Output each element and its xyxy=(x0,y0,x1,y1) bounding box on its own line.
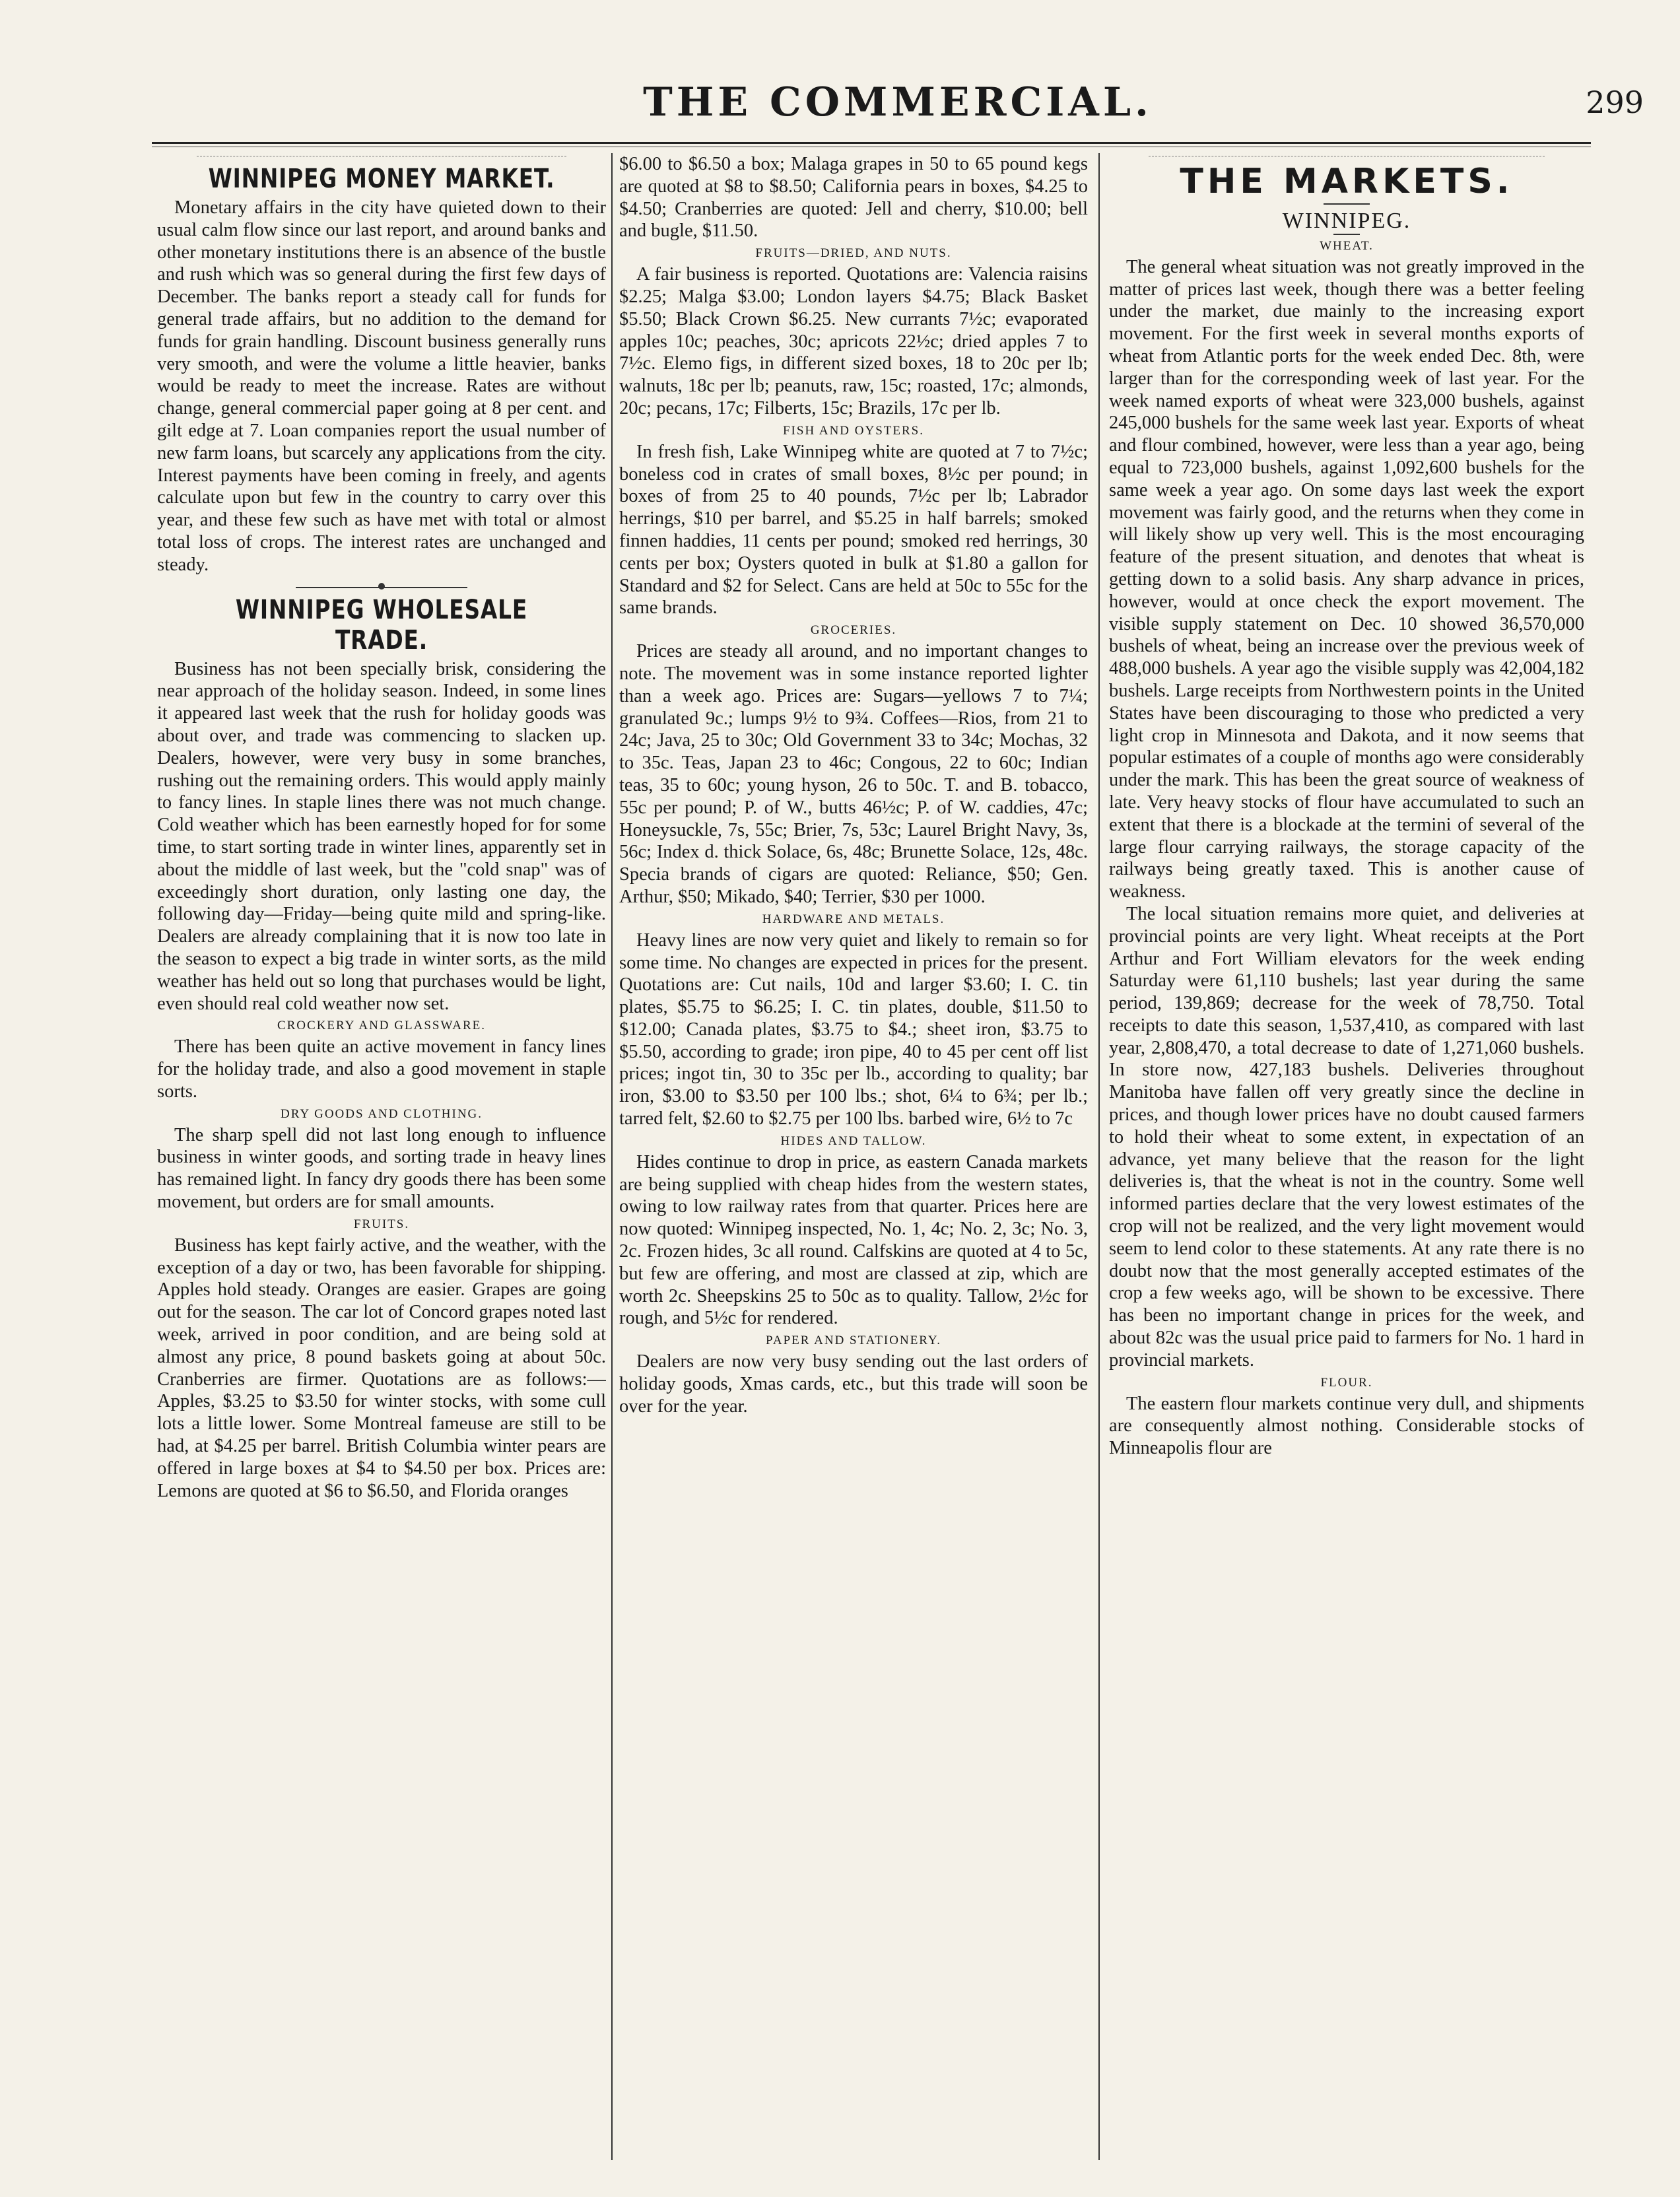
top-ornament xyxy=(157,153,606,160)
article-dry-goods: The sharp spell did not last long enough to influence business in winter goods, and sorting trade in heavy lines has remained light. In fancy dry goods there has been some movement, but orders are for small amounts. xyxy=(157,1124,606,1213)
subheading-dry-goods: DRY GOODS AND CLOTHING. xyxy=(280,1106,483,1121)
column-divider xyxy=(611,153,613,2160)
subheading-fish: FISH AND OYSTERS. xyxy=(782,423,924,438)
article-hides: Hides continue to drop in price, as eastern Canada markets are being supplied with cheap hides from the western states, owing to low railway rates from that quarter. Prices here are now quoted: Winnipeg inspected, No. 1, 4c; No. 2, 3c; No. 3, 2c. Frozen hides, 3c all round. Calfskins are quoted at 4 to 5c, but few are offering, and most are classed at zip, which are worth 2c. Sheepskins 25 to 50c as to quality. Tallow, 2½c for rough, and 5½c for rendered. xyxy=(619,1151,1088,1329)
column-3 xyxy=(1109,153,1584,2160)
article-groceries: Prices are steady all around, and no important changes to note. The movement was in some instance reported lighter than a week ago. Prices are: Sugars—yellows 7 to 7¼; granulated 9c.; lumps 9½ to 9¾. Coffees—Rios, from 21 to 24c; Java, 25 to 30c; Old Government 33 to 34c; Mochas, 32 to 35c. Teas, Japan 23 to 46c; Congous, 22 to 60c; Indian teas, 35 to 60c; young hyson, 26 to 50c. T. and B. tobacco, 55c per pound; P. of W., butts 46½c; P. of W. caddies, 47c; Honeysuckle, 7s, 55c; Brier, 7s, 53c; Laurel Bright Navy, 3s, 56c; Index d. thick Solace, 6s, 48c; Brunette Solace, 12s, 48c. Specia brands of cigars are quoted: Reliance, $50; Gen. Arthur, $50; Mikado, $40; Terrier, $30 per 1000. xyxy=(619,641,1088,907)
heading-wholesale-trade: WINNIPEG WHOLESALE TRADE. xyxy=(235,594,528,656)
column-2 xyxy=(619,153,1088,2160)
subheading-groceries: GROCERIES. xyxy=(810,623,897,638)
subheading-dried-fruits: FRUITS—DRIED, AND NUTS. xyxy=(755,246,952,261)
article-wholesale-trade: Business has not been specially brisk, considering the near approach of the holiday season. Indeed, in some lines it appeared last week that the rush for holiday goods was about over, and trade was commencing to slacken up. Dealers, however, were very busy in some branches, rushing out the remaining orders. This would apply mainly to fancy lines. In staple lines there was not much change. Cold weather which has been earnestly hoped for for some time, to start sorting trade in winter lines, apparently set in about the middle of last week, but the "cold snap" was of exceedingly short duration, only lasting one day, the following day—Friday—being quite mild and spring-like. Dealers are already complaining that it is now too late in the season to expect a big trade in winter sorts, as the mild weather has held out so long that purchases would be light, even should real cold weather now set. xyxy=(157,658,606,1014)
top-ornament xyxy=(1109,153,1584,160)
column-1 xyxy=(157,153,606,2160)
heading-rule xyxy=(1324,203,1370,205)
subheading-paper: PAPER AND STATIONERY. xyxy=(766,1334,941,1348)
section-ornament xyxy=(157,583,606,591)
newspaper-title: THE COMMERCIAL. xyxy=(643,79,1153,125)
article-flour: The eastern flour markets continue very dull, and shipments are consequently almost nothing. Considerable stocks of Minneapolis flour are xyxy=(1109,1393,1584,1459)
heading-money-market: WINNIPEG MONEY MARKET. xyxy=(208,164,555,194)
heading-rule xyxy=(1333,234,1360,235)
article-fruits: Business has kept fairly active, and the weather, with the exception of a day or two, has been favorable for shipping. Apples hold steady. Oranges are easier. Grapes are going out for the season. The car lot of Concord grapes noted last week, arrived in poor condition, and are being sold at almost any price, 8 pound baskets going at about 50c. Cranberries are firmer. Quotations are as follows:—Apples, $3.25 to $3.50 for winter stocks, with some cull lots a little lower. Some Montreal fameuse are still to be had, at $4.25 per barrel. British Columbia winter pears are offered in large boxes at $4 to $4.50 per box. Prices are: Lemons are quoted at $6 to $6.50, and Florida oranges xyxy=(157,1234,606,1501)
column-divider xyxy=(1098,153,1100,2160)
article-dried-fruits: A fair business is reported. Quotations are: Valencia raisins $2.25; Malga $3.00; London layers $4.75; Black Basket $5.50; Black Crown $6.25. New currants 7½c; evaporated apples 10c; peaches, 30c; apricots 22½c; dried apples 7 to 7½c. Elemo figs, in different sized boxes, 18 to 20c per lb; walnuts, 18c per lb; peanuts, raw, 15c; roasted, 17c; almonds, 20c; pecans, 17c; Filberts, 15c; Brazils, 17c per lb. xyxy=(619,264,1088,419)
subheading-wheat: WHEAT. xyxy=(1320,238,1374,253)
article-wheat-local: The local situation remains more quiet, and deliveries at provincial points are very light. Wheat receipts at the Port Arthur and Fort William elevators for the week ending Saturday were 61,110 bushels; last year during the same period, 139,869; decrease for the week of 78,750. Total receipts to date this season, 1,537,410, as compared with last year, 2,808,470, a total decrease to date of 1,271,060 bushels. In store now, 427,183 bushels. Deliveries throughout Manitoba have fallen off very greatly since the decline in prices, and though lower prices have no doubt caused farmers to hold their wheat to some extent, in expectation of an advance, yet many believe that the reason for the light deliveries is, that the wheat is not in the country. Some well informed parties declare that the very lowest estimates of the crop will not be realized, and the very light movement would seem to lend color to these statements. At any rate there is no doubt now that the most generally accepted estimates of the crop a few weeks ago, will be shown to be excessive. There has been no important change in prices for the week, and about 82c was the usual price paid to farmers for No. 1 hard in provincial markets. xyxy=(1109,903,1584,1370)
subheading-crockery: CROCKERY AND GLASSWARE. xyxy=(277,1019,487,1033)
subheading-fruits: FRUITS. xyxy=(353,1217,410,1231)
article-hardware: Heavy lines are now very quiet and likely to remain so for some time. No changes are expected in prices for the present. Quotations are: Cut nails, 10d and larger $3.60; I. C. tin plates, $5.75 to $6.25; I. C. tin plates, double, $11.50 to $12.00; Canada plates, $3.75 to $4.; sheet iron, $3.75 to $5.50, according to grade; iron pipe, 40 to 45 per cent off list prices; ingot tin, 30 to 35c per lb., according to quality; bar iron, $3.00 to $3.50 per 100 lbs.; shot, 6¼ to 6¾; per lb.; tarred felt, $2.60 to $2.75 per 100 lbs. barbed wire, 6½ to 7c xyxy=(619,930,1088,1130)
subheading-hides: HIDES AND TALLOW. xyxy=(780,1133,927,1148)
article-money-market: Monetary affairs in the city have quieted down to their usual calm flow since our last report, and around banks and other monetary institutions there is an absence of the bustle and rush which was so general during the first few days of December. The banks report a steady call for funds for general trade affairs, but no addition to the demand for funds for grain handling. Discount business generally runs very smooth, and were the volume a little heavier, banks would be ready to meet the increase. Rates are without change, general commercial paper going at 8 per cent. and gilt edge at 7. Loan companies report the usual number of new farm loans, but scarcely any applications from the city. Interest payments have been coming in freely, and agents calculate upon but few in the country to carry over this year, and these few such as have met with total or almost total loss of crops. The interest rates are unchanged and steady. xyxy=(157,197,606,575)
masthead xyxy=(152,79,1680,145)
subheading-hardware: HARDWARE AND METALS. xyxy=(762,912,945,926)
article-fish: In fresh fish, Lake Winnipeg white are quoted at 7 to 7½c; boneless cod in crates of small boxes, 8½c per pound; in boxes of from 25 to 40 pounds, 7½c per lb; Labrador herrings, $10 per barrel, and $5.25 in half barrels; smoked finnen haddies, 11 cents per pound; smoked red herrings, 30 cents per box; Oysters quoted in bulk at $1.80 a gallon for Standard and $2 for Select. Cans are held at 50c to 55c for the same brands. xyxy=(619,441,1088,619)
article-wheat-general: The general wheat situation was not greatly improved in the matter of prices last week, though there was a better feeling under the market, due mainly to the increasing export movement. For the first week in several months exports of wheat from Atlantic ports for the week ended Dec. 8th, were larger than for the corresponding week of last year. For the week named exports of wheat were 323,000 bushels, against 245,000 bushels for the same week last year. Exports of wheat and flour combined, however, were less than a year ago, being equal to 723,000 bushels, against 1,092,600 bushels for the same week a year ago. On some days last week the export movement was fairly good, and the returns when they come in will likely show up very well. This is the most encouraging feature of the present situation, and denotes that wheat is getting down to a solid basis. Any sharp advance in prices, however, would at once check the export movement. The visible supply statement on Dec. 10 showed 36,570,000 bushels of wheat, being an increase over the previous week of 488,000 bushels. A year ago the visible supply was 42,004,182 bushels. Large receipts from Northwestern points in the United States have been discouraging to those who predicted a very light crop in Minnesota and Dakota, and it now seems that popular estimates of a couple of months ago were considerably under the mark. This has been the great source of weakness of late. Very heavy stocks of flour have accumulated to such an extent that there is a blockade at the termini of several of the large flour carrying railways, the storage capacity of the railways being greatly taxed. This is another cause of weakness. xyxy=(1109,256,1584,902)
article-fruits-continued: $6.00 to $6.50 a box; Malaga grapes in 50 to 65 pound kegs are quoted at $8 to $8.50; California pears in boxes, $4.25 to $4.50; Cranberries are quoted: Jell and cherry, $10.00; bell and bugle, $11.50. xyxy=(619,154,1088,242)
heading-winnipeg: WINNIPEG. xyxy=(1282,209,1411,233)
subheading-flour: FLOUR. xyxy=(1320,1375,1373,1390)
page-number: 299 xyxy=(1586,84,1644,120)
header-rule xyxy=(152,142,1591,144)
article-crockery: There has been quite an active movement in fancy lines for the holiday trade, and also a good movement in staple sorts. xyxy=(157,1036,606,1102)
article-paper: Dealers are now very busy sending out the last orders of holiday goods, Xmas cards, etc., but this trade will soon be over for the year. xyxy=(619,1351,1088,1417)
heading-the-markets: THE MARKETS. xyxy=(1180,162,1514,201)
